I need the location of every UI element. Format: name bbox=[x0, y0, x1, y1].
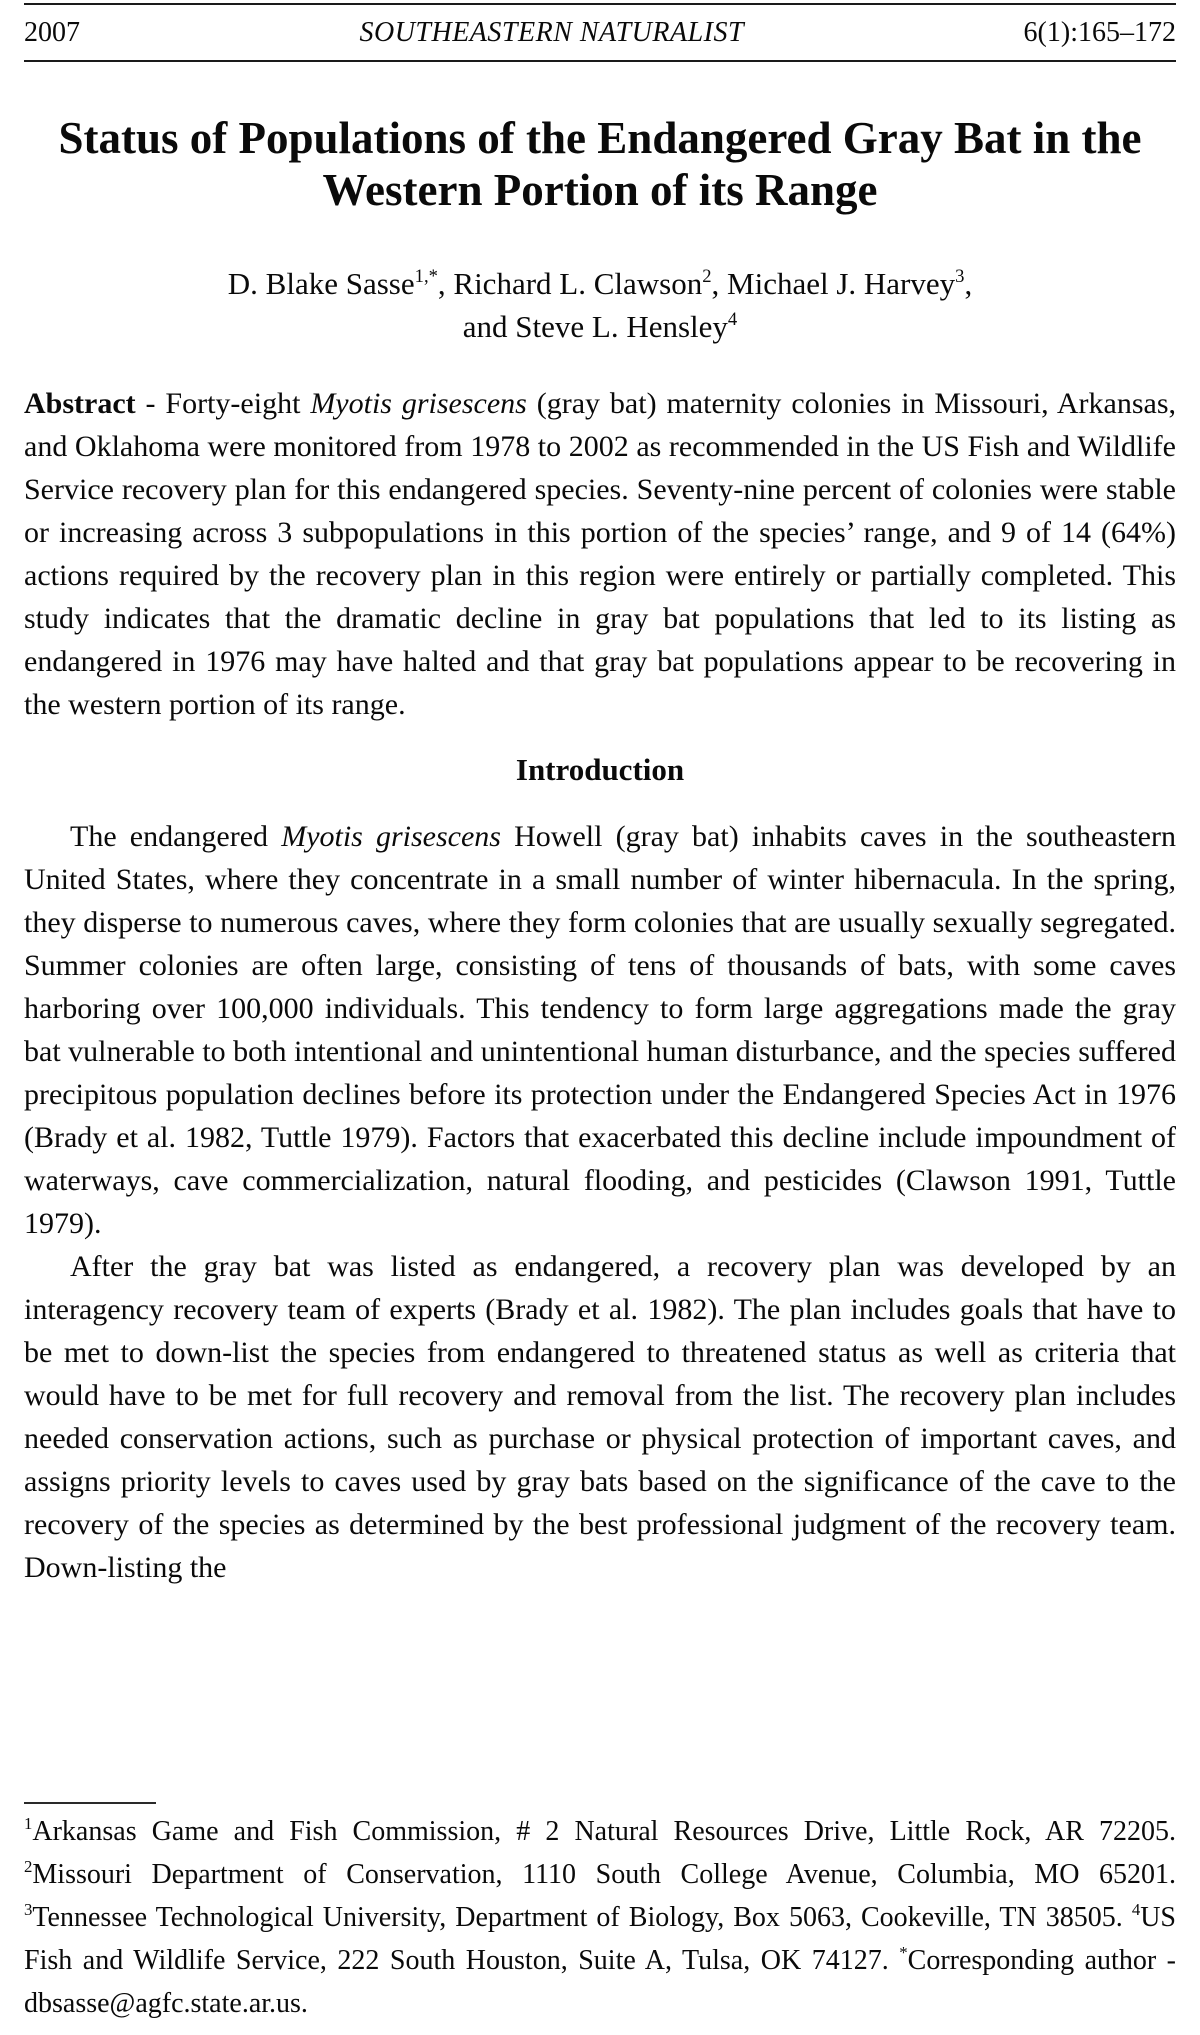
running-head-citation: 6(1):165–172 bbox=[1023, 16, 1176, 48]
section-heading-introduction: Introduction bbox=[515, 752, 685, 787]
running-head-journal: SOUTHEASTERN NATURALIST bbox=[359, 16, 745, 48]
intro-paragraph-2: After the gray bat was listed as endangered, a recovery plan was developed by an interagency recovery team of experts (Brady et al. 1982). The plan includes goals that have to be met to down-list the species from endangered to threatened status as well as criteria that would have to be met for full recovery and removal from the list. The recovery plan includes needed conservation actions, such as purchase or physical protection of important caves, and assigns priority levels to caves used by gray bats based on the significance of the cave to the recovery of the species as determined by the best professional judgment of the recovery team. Down-listing the bbox=[24, 1250, 1176, 1584]
running-head bbox=[24, 3, 1176, 62]
running-head-year: 2007 bbox=[24, 16, 80, 48]
footnotes: $^1$Arkansas Game and Fish Commission, # 2 Natural Resources Drive, Little Rock, AR 72205. $^2$Missouri Department of Conservation, 1110 South College Avenue, Columbia, MO 65201. $^3$Tennessee Technological University, Department of Biology, Box 5063, Cookeville, TN 38505. $^4$US Fish and Wildlife Service, 222 South Houston, Suite A, Tulsa, OK 74127. *Corresponding author - dbsasse@agfc.state.ar.us. bbox=[24, 1813, 1176, 2019]
author-line-1: D. Blake Sasse$^{1,*}$, Richard L. Clawson$^2$, Michael J. Harvey$^3$, bbox=[227, 265, 973, 301]
author-byline bbox=[24, 262, 1176, 348]
article-title-line1: Status of Populations of the Endangered Gray Bat in the bbox=[58, 113, 1142, 163]
article-title-line2: Western Portion of its Range bbox=[322, 165, 878, 215]
intro-paragraph-1: The endangered Myotis grisescens Howell (gray bat) inhabits caves in the southeastern United States, where they concentrate in a small number of winter hibernacula. In the spring, they disperse to numerous caves, where they form colonies that are usually sexually segregated. Summer colonies are often large, consisting of tens of thousands of bats, with some caves harboring over 100,000 individuals. This tendency to form large aggregations made the gray bat vulnerable to both intentional and unintentional human disturbance, and the species suffered precipitous population declines before its protection under the Endangered Species Act in 1976 (Brady et al. 1982, Tuttle 1979). Factors that exacerbated this decline include impoundment of waterways, cave commercialization, natural flooding, and pesticides (Clawson 1991, Tuttle 1979). bbox=[24, 820, 1176, 1240]
footnote-divider bbox=[24, 1802, 156, 1804]
article-title bbox=[24, 112, 1176, 216]
author-line-2: and Steve L. Hensley$^4$ bbox=[462, 308, 738, 344]
abstract-paragraph: Abstract - Forty-eight Myotis grisescens (gray bat) maternity colonies in Missouri, Arkansas, and Oklahoma were monitored from 1978 to 2002 as recommended in the US Fish and Wildlife Service recovery plan for this endangered species. Seventy-nine percent of colonies were stable or increasing across 3 subpopulations in this portion of the species’ range, and 9 of 14 (64%) actions required by the recovery plan in this region were entirely or partially completed. This study indicates that the dramatic decline in gray bat populations that led to its listing as endangered in 1976 may have halted and that gray bat populations appear to be recovering in the western portion of its range. bbox=[24, 387, 1176, 721]
